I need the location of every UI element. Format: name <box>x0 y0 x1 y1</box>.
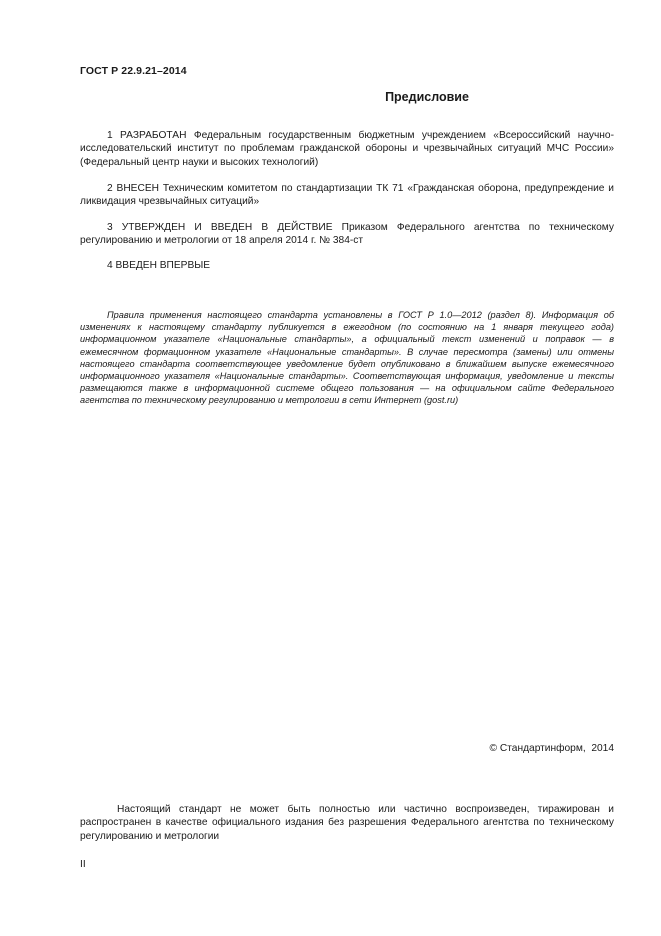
document-code-header: ГОСТ Р 22.9.21–2014 <box>80 65 187 77</box>
paragraph-developed-by: 1 РАЗРАБОТАН Федеральным государственным бюджетным учреждением «Всероссийский научно-исследовательский институт по проблемам гражданской обороны и чрезвычайных ситуаций МЧС России» (Федеральный центр науки и высоких технологий) <box>80 130 614 168</box>
paragraph-approved: 3 УТВЕРЖДЕН И ВВЕДЕН В ДЕЙСТВИЕ Приказом Федерального агентства по техническому регулированию и метрологии от 18 апреля 2014 г. № 384-ст <box>80 222 614 247</box>
reproduction-notice: Настоящий стандарт не может быть полностью или частично воспроизведен, тиражирован и распространен в качестве официального издания без разрешения Федерального агентства по техническому регулированию и метрологии <box>80 804 614 842</box>
section-title: Предисловие <box>385 90 469 104</box>
paragraph-introduced-first: 4 ВВЕДЕН ВПЕРВЫЕ <box>107 260 211 271</box>
page-number: II <box>80 859 86 870</box>
copyright-line: © Стандартинформ, 2014 <box>489 743 614 754</box>
paragraph-introduced-by: 2 ВНЕСЕН Техническим комитетом по стандартизации ТК 71 «Гражданская оборона, предупреждение и ликвидация чрезвычайных ситуаций» <box>80 183 614 208</box>
application-rules-note: Правила применения настоящего стандарта установлены в ГОСТ Р 1.0—2012 (раздел 8). Информация об изменениях к настоящему стандарту публикуется в ежегодном (по состоянию на 1 января текущего года) информационном указателе «Национальные стандарты», а официальный текст изменений и поправок — в ежемесячном формационном указателе «Национальные стандарты». В случае пересмотра (замены) или отмены настоящего стандарта соответствующее уведомление будет опубликовано в ближайшем выпуске ежемесячного информационного указателя «Национальные стандарты». Соответствующая информация, уведомление и тексты размещаются также в информационной системе общего пользования — на официальном сайте Федерального агентства по техническому регулированию и метрологии в сети Интернет (gost.ru) <box>80 310 614 406</box>
